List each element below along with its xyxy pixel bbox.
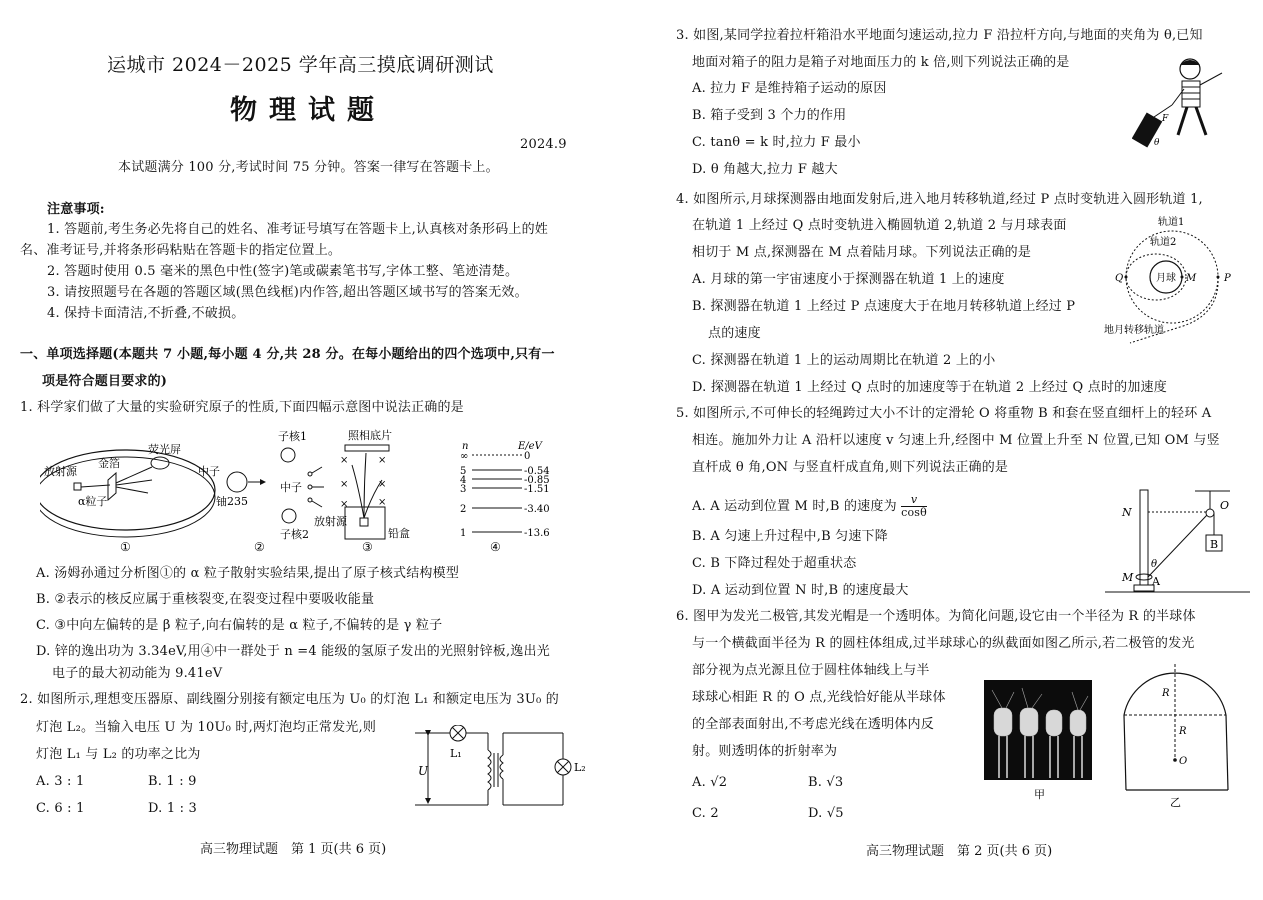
b-label: B — [1210, 538, 1219, 551]
q1-option-b: B. ②表示的核反应属于重核裂变,在裂变过程中要吸收能量 — [36, 592, 375, 607]
f-label: F — [1162, 114, 1169, 124]
fig-yi-caption: 乙 — [1170, 796, 1181, 809]
energy-level-n: 1 — [460, 528, 467, 539]
m-label: M — [1186, 273, 1197, 284]
q2-option-b: B. 1 : 9 — [148, 774, 197, 789]
q6-cross-section — [1122, 660, 1262, 810]
q3-option-d: D. θ 角越大,拉力 F 越大 — [692, 162, 838, 177]
fig2-label: 子核2 — [280, 528, 309, 541]
q5-pulley-diagram — [1100, 485, 1260, 600]
q5-option-a-text: A. A 运动到位置 M 时,B 的速度为 — [692, 499, 897, 514]
fraction — [901, 494, 927, 519]
q6-stem-cont: 射。则透明体的折射率为 — [692, 744, 838, 759]
q3-luggage-illustration — [1132, 55, 1247, 155]
q6-option-c: C. 2 — [692, 806, 719, 821]
fig4-caption: ④ — [490, 540, 501, 554]
moon-label: 月球 — [1156, 273, 1176, 284]
energy-level-e: -0.85 — [524, 475, 550, 486]
notice-item: 2. 答题时使用 0.5 毫米的黑色中性(签字)笔或碳素笔书写,字体工整、笔迹清楚。 — [47, 264, 519, 279]
l1-label: L₁ — [450, 747, 462, 760]
svg-text:×: × — [340, 455, 349, 466]
q2-option-d: D. 1 : 3 — [148, 801, 198, 816]
energy-level-n: 4 — [460, 475, 467, 486]
q2-stem-cont: 灯泡 L₁ 与 L₂ 的功率之比为 — [36, 747, 201, 762]
q3-option-b: B. 箱子受到 3 个力的作用 — [692, 108, 847, 123]
q6-led-photo — [984, 678, 1096, 803]
q6-option-b: B. √3 — [808, 775, 844, 790]
exam-title: 运城市 2024－2025 学年高三摸底调研测试 — [107, 54, 494, 76]
q5-stem: 5. 如图所示,不可伸长的轻绳跨过大小不计的定滑轮 O 将重物 B 和套在竖直细杆上的轻环 A — [676, 406, 1212, 421]
q3-option-a: A. 拉力 F 是维持箱子运动的原因 — [692, 81, 887, 96]
q1-option-c: C. ③中向左偏转的是 β 粒子,向右偏转的是 α 粒子,不偏转的是 γ 粒子 — [36, 618, 443, 633]
a-label: A — [1152, 575, 1160, 588]
q1-option-d: D. 锌的逸出功为 3.34eV,用④中一群处于 n =4 能级的氢原子发出的光照射锌板,逸出光 — [36, 644, 550, 659]
l2-label: L₂ — [574, 761, 586, 774]
transfer-orbit-label: 地月转移轨道 — [1104, 325, 1164, 336]
q6-option-d: D. √5 — [808, 806, 844, 821]
fraction-numerator: v — [901, 494, 927, 507]
q4-option-a: A. 月球的第一宇宙速度小于探测器在轨道 1 上的速度 — [692, 272, 1005, 287]
fraction-denominator: cosθ — [901, 506, 927, 519]
q2-option-a: A. 3 : 1 — [36, 774, 85, 789]
exam-date: 2024.9 — [520, 137, 567, 152]
q5-option-b: B. A 匀速上升过程中,B 匀速下降 — [692, 529, 888, 544]
exam-info: 本试题满分 100 分,考试时间 75 分钟。答案一律写在答题卡上。 — [118, 160, 499, 175]
q6-stem-cont: 与一个横截面半径为 R 的圆柱体组成,过半球球心的纵截面如图乙所示,若二极管的发光 — [692, 636, 1195, 651]
q6-option-a: A. √2 — [692, 775, 728, 790]
q5-stem-cont: 相连。施加外力让 A 沿杆以速度 v 匀速上升,经图中 M 位置上升至 N 位置,已知 OM 与竖 — [692, 433, 1220, 448]
orbit2-label: 轨道2 — [1150, 237, 1177, 248]
q3-stem: 3. 如图,某同学拉着拉杆箱沿水平地面匀速运动,拉力 F 沿拉杆方向,与地面的夹角为 θ,已知 — [676, 28, 1203, 43]
q5-option-a — [692, 494, 927, 519]
exam-page-2 — [632, 0, 1263, 900]
q2-stem: 2. 如图所示,理想变压器原、副线圈分别接有额定电压为 U₀ 的灯泡 L₁ 和额定电压为 3U₀ 的 — [20, 692, 559, 707]
energy-level-e: -0.54 — [524, 466, 550, 477]
section-heading-cont: 项是符合题目要求的) — [42, 374, 168, 389]
theta-label: θ — [1151, 559, 1158, 570]
q4-stem: 4. 如图所示,月球探测器由地面发射后,进入地月转移轨道,经过 P 点时变轨进入圆形轨道 1, — [676, 192, 1203, 207]
r-label-upper: R — [1162, 688, 1170, 699]
page-footer: 高三物理试题 第 1 页(共 6 页) — [200, 842, 387, 857]
fig1-label: 放射源 — [44, 465, 77, 478]
fig-radiation-deflection — [314, 428, 410, 554]
o-label: O — [1179, 756, 1188, 767]
q6-stem-cont: 球球心相距 R 的 O 点,光线恰好能从半球体 — [692, 690, 946, 705]
svg-text:×: × — [340, 499, 349, 510]
q2-option-c: C. 6 : 1 — [36, 801, 85, 816]
q4-option-b: B. 探测器在轨道 1 上经过 P 点速度大于在地月转移轨道上经过 P — [692, 299, 1076, 314]
fig2-label: 铀235 — [216, 495, 248, 508]
q4-option-c: C. 探测器在轨道 1 上的运动周期比在轨道 2 上的小 — [692, 353, 996, 368]
fig3-label: 铅盒 — [388, 527, 410, 540]
q-label: Q — [1115, 273, 1124, 284]
q5-stem-cont: 直杆成 θ 角,ON 与竖直杆成直角,则下列说法正确的是 — [692, 460, 1009, 475]
fig2-label: 子核1 — [278, 430, 307, 443]
q5-option-c: C. B 下降过程处于超重状态 — [692, 556, 857, 571]
fig2-caption: ② — [254, 540, 265, 554]
q3-stem-cont: 地面对箱子的阻力是箱子对地面压力的 k 倍,则下列说法正确的是 — [692, 55, 1070, 70]
q4-option-d: D. 探测器在轨道 1 上经过 Q 点时的加速度等于在轨道 2 上经过 Q 点时的加速度 — [692, 380, 1167, 395]
q6-stem-cont: 的全部表面射出,不考虑光线在透明体内反 — [692, 717, 934, 732]
q1-option-d-cont: 电子的最大初动能为 9.41eV — [52, 666, 223, 681]
q2-stem-cont: 灯泡 L₂。当输入电压 U 为 10U₀ 时,两灯泡均正常发光,则 — [36, 720, 377, 735]
q6-stem-cont: 部分视为点光源且位于圆柱体轴线上与半 — [692, 663, 930, 678]
energy-level-e: 0 — [524, 451, 531, 462]
q4-option-b-cont: 点的速度 — [708, 326, 761, 341]
q1-stem: 1. 科学家们做了大量的实验研究原子的性质,下面四幅示意图中说法正确的是 — [20, 400, 464, 415]
fig1-label: α粒子 — [78, 495, 108, 508]
theta-label: θ — [1154, 138, 1160, 148]
svg-text:×: × — [340, 479, 349, 490]
fig3-caption: ③ — [362, 540, 373, 554]
q1-figures — [40, 425, 600, 555]
fig1-label: 金箔 — [98, 457, 120, 470]
section-heading: 一、单项选择题(本题共 7 小题,每小题 4 分,共 28 分。在每小题给出的四个选项中,只有一 — [20, 347, 555, 362]
p-label: P — [1224, 273, 1231, 284]
fig4-e-label: E/eV — [518, 441, 542, 452]
fig1-label: 荧光屏 — [148, 443, 181, 456]
fig-jia-caption: 甲 — [1034, 788, 1045, 801]
q5-option-d: D. A 运动到位置 N 时,B 的速度最大 — [692, 583, 909, 598]
o-label: O — [1220, 499, 1230, 512]
fig-energy-levels — [460, 441, 550, 554]
svg-text:×: × — [378, 455, 387, 466]
subject-title: 物理试题 — [230, 95, 386, 126]
notice-item: 1. 答题前,考生务必先将自己的姓名、准考证号填写在答题卡上,认真核对条形码上的姓 — [47, 222, 549, 237]
fig-nuclear-fission — [198, 429, 324, 554]
fig-alpha-scattering — [40, 442, 215, 554]
q4-stem-cont: 在轨道 1 上经过 Q 点时变轨进入椭圆轨道 2,轨道 2 与月球表面 — [692, 218, 1067, 233]
svg-text:×: × — [378, 479, 387, 490]
energy-level-n: ∞ — [460, 451, 469, 462]
energy-level-n: 5 — [460, 466, 467, 477]
fig3-label: 照相底片 — [348, 429, 392, 442]
svg-text:×: × — [378, 497, 387, 508]
energy-level-e: -13.6 — [524, 528, 550, 539]
energy-level-e: -3.40 — [524, 504, 550, 515]
notice-item: 4. 保持卡面清洁,不折叠,不破损。 — [47, 306, 245, 321]
q4-stem-cont: 相切于 M 点,探测器在 M 点着陆月球。下列说法正确的是 — [692, 245, 1032, 260]
fig2-label: 中子 — [280, 481, 302, 494]
page-footer: 高三物理试题 第 2 页(共 6 页) — [866, 844, 1053, 859]
fig4-n-label: n — [462, 441, 469, 452]
r-label-lower: R — [1179, 726, 1187, 737]
q2-transformer-circuit — [410, 725, 595, 810]
u-label: U — [418, 764, 429, 778]
fig2-label: 中子 — [198, 465, 220, 478]
q3-option-c: C. tanθ = k 时,拉力 F 最小 — [692, 135, 861, 150]
energy-level-e: -1.51 — [524, 484, 550, 495]
orbit1-label: 轨道1 — [1158, 217, 1185, 228]
energy-level-n: 3 — [460, 484, 467, 495]
fig1-caption: ① — [120, 540, 131, 554]
notice-item: 3. 请按照题号在各题的答题区域(黑色线框)内作答,超出答题区域书写的答案无效。 — [47, 285, 528, 300]
n-label: N — [1122, 506, 1132, 519]
q1-option-a: A. 汤姆孙通过分析图①的 α 粒子散射实验结果,提出了原子核式结构模型 — [36, 566, 460, 581]
notice-heading: 注意事项: — [47, 202, 105, 217]
energy-level-n: 2 — [460, 504, 467, 515]
fig3-label: 放射源 — [314, 515, 347, 528]
q4-orbit-diagram — [1100, 215, 1260, 350]
q6-stem: 6. 图甲为发光二极管,其发光帽是一个透明体。为简化问题,设它由一个半径为 R 的半球体 — [676, 609, 1196, 624]
m-label: M — [1122, 571, 1134, 584]
notice-item: 名、准考证号,并将条形码粘贴在答题卡的指定位置上。 — [20, 243, 342, 258]
